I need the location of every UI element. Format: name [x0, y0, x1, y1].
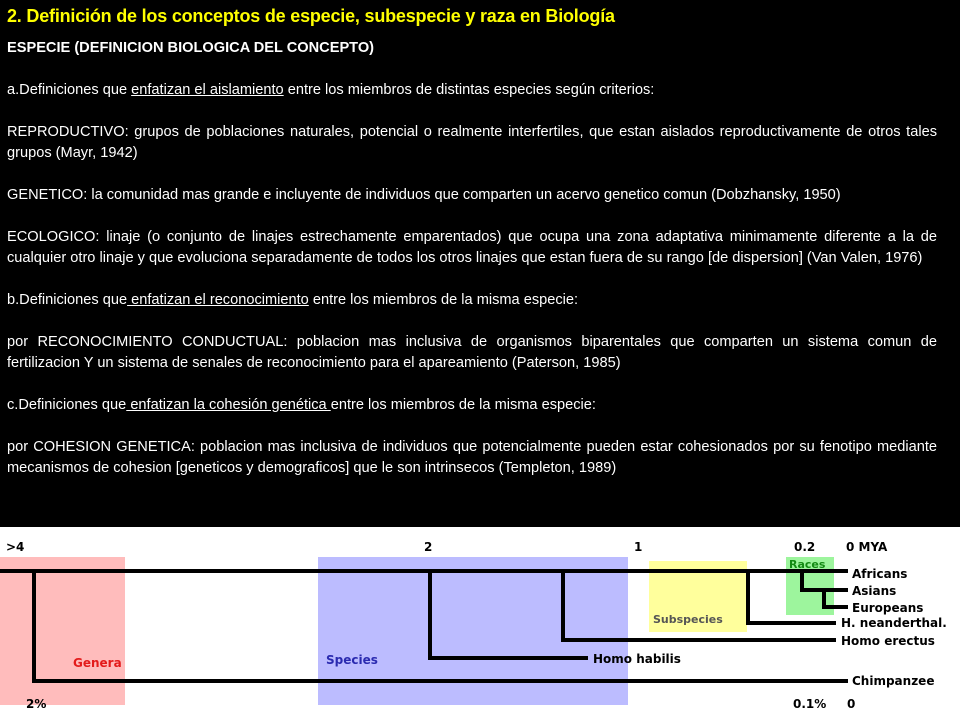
intro-text-end: entre los miembros de distintas especies según criterios: — [283, 82, 655, 98]
intro-underlined-text: enfatizan el reconocimiento — [127, 292, 309, 308]
taxon-africans: Africans — [852, 567, 908, 581]
intro-text-end: entre los miembros de la misma especie: — [330, 397, 596, 413]
text-body — [7, 38, 937, 479]
definition-cohesion: por COHESION GENETICA: poblacion mas inclusiva de individuos que potencialmente pueden estar cohesionados por su fenotipo mediante mecanismos de cohesion [geneticos y demograficos] que le son intrinsecos (Templeton, 1989) — [7, 439, 937, 476]
genera-label: Genera — [73, 656, 122, 670]
intro-text: b.Definiciones que — [7, 292, 128, 308]
taxon-europeans: Europeans — [852, 601, 924, 615]
intro-underlined-text: enfatizan la cohesión genética — [126, 397, 331, 413]
time-label-4: >4 — [6, 540, 25, 554]
definition-group-b-intro — [7, 290, 937, 311]
intro-text: a.Definiciones que — [7, 82, 132, 98]
taxon-asians: Asians — [852, 584, 897, 598]
taxon-neanderthal: H. neanderthal. — [841, 616, 947, 630]
time-label-02: 0.2 — [794, 540, 816, 554]
definition-reconocimiento: por RECONOCIMIENTO CONDUCTUAL: poblacion mas inclusiva de organismos biparentales que comparten un sistema comun de fertilizacion Y un sistema de senales de reconocimiento para el apareamiento (Paterson, 1985) — [7, 334, 937, 371]
subspecies-label: Subspecies — [653, 613, 723, 626]
phylogeny-diagram — [0, 527, 960, 720]
slide-title: 2. Definición de los conceptos de especie, subespecie y raza en Biología — [7, 6, 615, 26]
time-label-2: 2 — [424, 540, 433, 554]
taxon-habilis: Homo habilis — [593, 652, 681, 666]
divergence-label-01pct: 0.1% — [793, 697, 827, 711]
definition-group-a-intro — [7, 80, 937, 101]
section-heading: ESPECIE (DEFINICION BIOLOGICA DEL CONCEPTO) — [7, 40, 375, 56]
intro-text-end: entre los miembros de la misma especie: — [308, 292, 579, 308]
divergence-label-0: 0 — [847, 697, 856, 711]
intro-underlined-text: enfatizan el aislamiento — [131, 82, 284, 98]
definition-genetico: GENETICO: la comunidad mas grande e incluyente de individuos que comparten un acervo genetico comun (Dobzhansky, 1950) — [7, 187, 841, 203]
races-label: Races — [789, 558, 826, 571]
time-label-1: 1 — [634, 540, 643, 554]
definition-ecologico: ECOLOGICO: linaje (o conjunto de linajes estrechamente emparentados) que ocupa una zona adaptativa minimamente diferente a la de cualquier otro linaje y que evoluciona separadamente de todos los otros linajes que estan fuera de su rango [de dispersion] (Van Valen, 1976) — [7, 229, 937, 266]
taxon-chimpanzee: Chimpanzee — [852, 674, 935, 688]
time-label-0: 0 MYA — [846, 540, 888, 554]
taxon-erectus: Homo erectus — [841, 634, 935, 648]
divergence-label-2pct: 2% — [26, 697, 47, 711]
species-label: Species — [326, 653, 378, 667]
definition-reproductivo: REPRODUCTIVO: grupos de poblaciones naturales, potencial o realmente interfertiles, que estan aislados reproductivamente de otros tales grupos (Mayr, 1942) — [7, 124, 937, 161]
definition-group-c-intro — [7, 395, 937, 416]
intro-text: c.Definiciones que — [7, 397, 127, 413]
